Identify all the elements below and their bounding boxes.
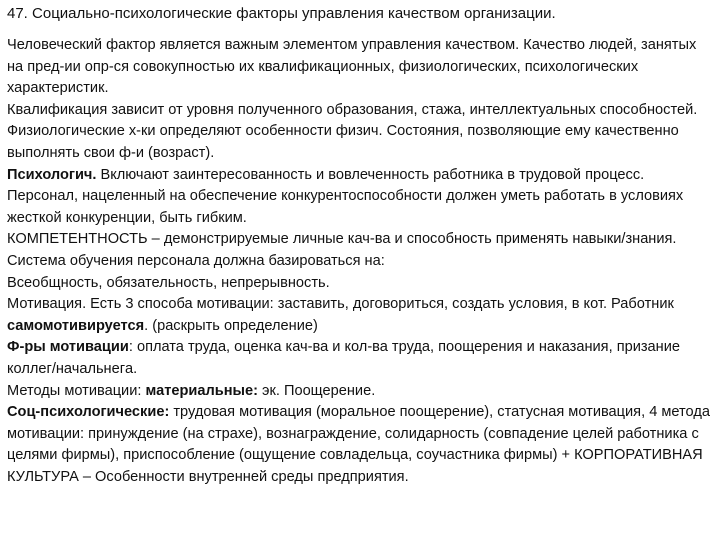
paragraph-psychological (7, 165, 716, 230)
document-body (7, 35, 716, 488)
paragraph-competence: КОМПЕТЕНТНОСТЬ – демонстрируемые личные кач-ва и способность применять навыки/знания. (7, 231, 677, 248)
social-psychological-text: трудовая мотивация (моральное поощерение), статусная мотивация, 4 метода мотивации: принуждение (на страхе), вознаграждение, солидарность (совпадение целей работника с целями фирмы), приспособление (ощущение совладельца, соучастника фирмы) + КОРПОРАТИВНАЯ КУЛЬТУРА – Особенности внутренней среды предприятия. (7, 404, 710, 485)
self-motivation-term: самомотивируется (7, 317, 145, 334)
paragraph-physiological: Физиологические х-ки определяют особенности физич. Состояния, позволяющие ему качественно выполнять свои ф-и (возраст). (7, 123, 679, 161)
motivation-text-2: . (раскрыть определение) (144, 317, 318, 334)
methods-text-2: эк. Поощерение. (257, 382, 376, 399)
paragraph-motivation-methods (7, 381, 716, 403)
document-title: 47. Социально-психологические факторы управления качеством организации. (7, 5, 556, 22)
motivation-factors-term: Ф-ры мотивации (7, 339, 129, 356)
paragraph-training-system: Система обучения персонала должна базироваться на: (7, 252, 385, 269)
paragraph-motivation-factors (7, 337, 716, 380)
social-psychological-term: Соц-психологические: (7, 404, 170, 421)
paragraph-training-principles: Всеобщность, обязательность, непрерывность. (7, 274, 330, 291)
methods-text-1: Методы мотивации: (7, 382, 146, 399)
psychological-text: Включают заинтересованность и вовлеченность работника в трудовой процесс. Персонал, нацеленный на обеспечение конкурентоспособности должен уметь работать в условиях жесткой конкуренции, быть гибким. (7, 166, 684, 226)
paragraph-human-factor: Человеческий фактор является важным элементом управления качеством. Качество людей, занятых на пред-ии опр-ся совокупностью их квалификационных, физиологических, психологических характеристик. (7, 37, 697, 97)
motivation-factors-text: : оплата труда, оценка кач-ва и кол-ва труда, поощерения и наказания, призание коллег/начальнегa. (7, 339, 680, 377)
paragraph-social-psychological (7, 402, 716, 488)
paragraph-qualification: Квалификация зависит от уровня полученного образования, стажа, интеллектуальных способностей. (7, 101, 698, 118)
paragraph-motivation (7, 294, 716, 337)
material-term: материальные: (145, 382, 258, 399)
psychological-term: Психологич. (7, 166, 97, 183)
motivation-text-1: Мотивация. Есть 3 способа мотивации: заставить, договориться, создать условия, в кот. Работник (7, 296, 674, 313)
